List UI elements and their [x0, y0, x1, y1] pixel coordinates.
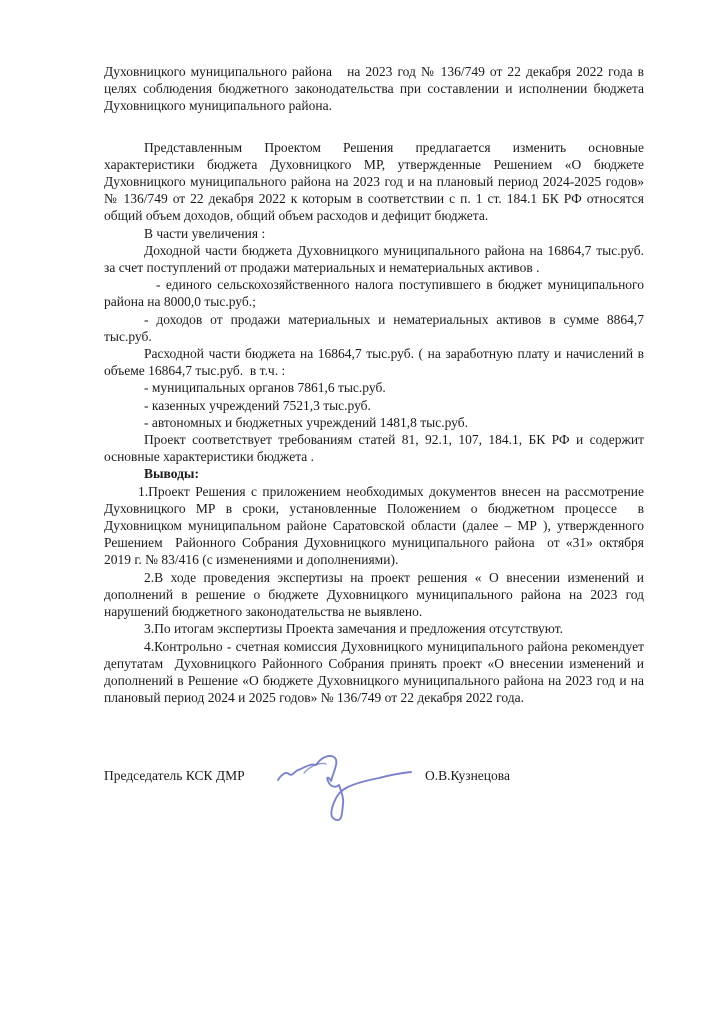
conclusions-heading: Выводы: [144, 466, 199, 482]
paragraph-autonomous-institutions: - автономных и бюджетных учреждений 1481,8 тыс.руб. [144, 414, 468, 430]
paragraph-increase-heading: В части увеличения : [144, 225, 266, 241]
paragraph-asset-sales: - доходов от продажи материальных и нематериальных активов в сумме 8864,7 тыс.руб. [104, 311, 648, 344]
signature-ink [264, 742, 424, 832]
paragraph-proposal: Представленным Проектом Решения предлагается изменить основные характеристики бюджета Духовницкого МР, утвержденные Решением «О бюджете Духовницкого муниципального района на 2023 год и на плановый период 2024-2025 годов» № 136/749 от 22 декабря 2022 к которым в соответствии с п. 1 ст. 184.1 БК РФ относятся общий объем доходов, общий объем расходов и дефицит бюджета. [104, 139, 648, 224]
paragraph-compliance: Проект соответствует требованиям статей 81, 92.1, 107, 184.1, БК РФ и содержит основные характеристики бюджета . [104, 432, 648, 465]
conclusion-item-3: 3.По итогам экспертизы Проекта замечания и предложения отсутствуют. [144, 621, 563, 637]
paragraph-continuation: Духовницкого муниципального района на 2023 год № 136/749 от 22 декабря 2022 года в целях соблюдения бюджетного законодательства при составлении и исполнении бюджета Духовницкого муниципального района. [104, 64, 648, 114]
paragraph-expenditure: Расходной части бюджета на 16864,7 тыс.руб. ( на заработную плату и начислений в объеме 16864,7 тыс.руб. в т.ч. : [104, 346, 648, 379]
signature-block [104, 768, 644, 863]
signer-name: О.В.Кузнецова [425, 768, 510, 784]
conclusion-item-4: 4.Контрольно - счетная комиссия Духовницкого муниципального района рекомендует депутатам Духовницкого Районного Собрания принять проект «О внесении изменений и дополнений в Решение «О бюджете Духовницкого муниципального района на 2023 год и на плановый период 2024 и 2025 годов» № 136/749 от 22 декабря 2022 года. [104, 638, 651, 706]
paragraph-revenue: Доходной части бюджета Духовницкого муниципального района на 16864,7 тыс.руб. за счет поступлений от продажи материальных и нематериальных активов . [104, 242, 648, 276]
signer-title: Председатель КСК ДМР [104, 768, 245, 784]
document-body [104, 63, 651, 863]
paragraph-state-institutions: - казенных учреждений 7521,3 тыс.руб. [144, 397, 371, 413]
paragraph-municipal-bodies: - муниципальных органов 7861,6 тыс.руб. [144, 380, 386, 396]
conclusion-item-1: 1.Проект Решения с приложением необходимых документов внесен на рассмотрение Духовницкого МР в сроки, установленные Положением о бюджетном процессе в Духовницком муниципальном районе Саратовской области (далее – МР ), утвержденного Решением Районного Собрания Духовницкого муниципального района от «31» октября 2019 г. № 83/416 (с изменениями и дополнениями). [104, 483, 648, 568]
conclusion-item-2: 2.В ходе проведения экспертизы на проект решения « О внесении изменений и дополнений в решение о бюджете Духовницкого муниципального района на 2023 год нарушений бюджетного законодательства не выявлено. [104, 569, 648, 620]
paragraph-agri-tax: - единого сельскохозяйственного налога поступившего в бюджет муниципального района на 8000,0 тыс.руб.; [104, 277, 648, 310]
